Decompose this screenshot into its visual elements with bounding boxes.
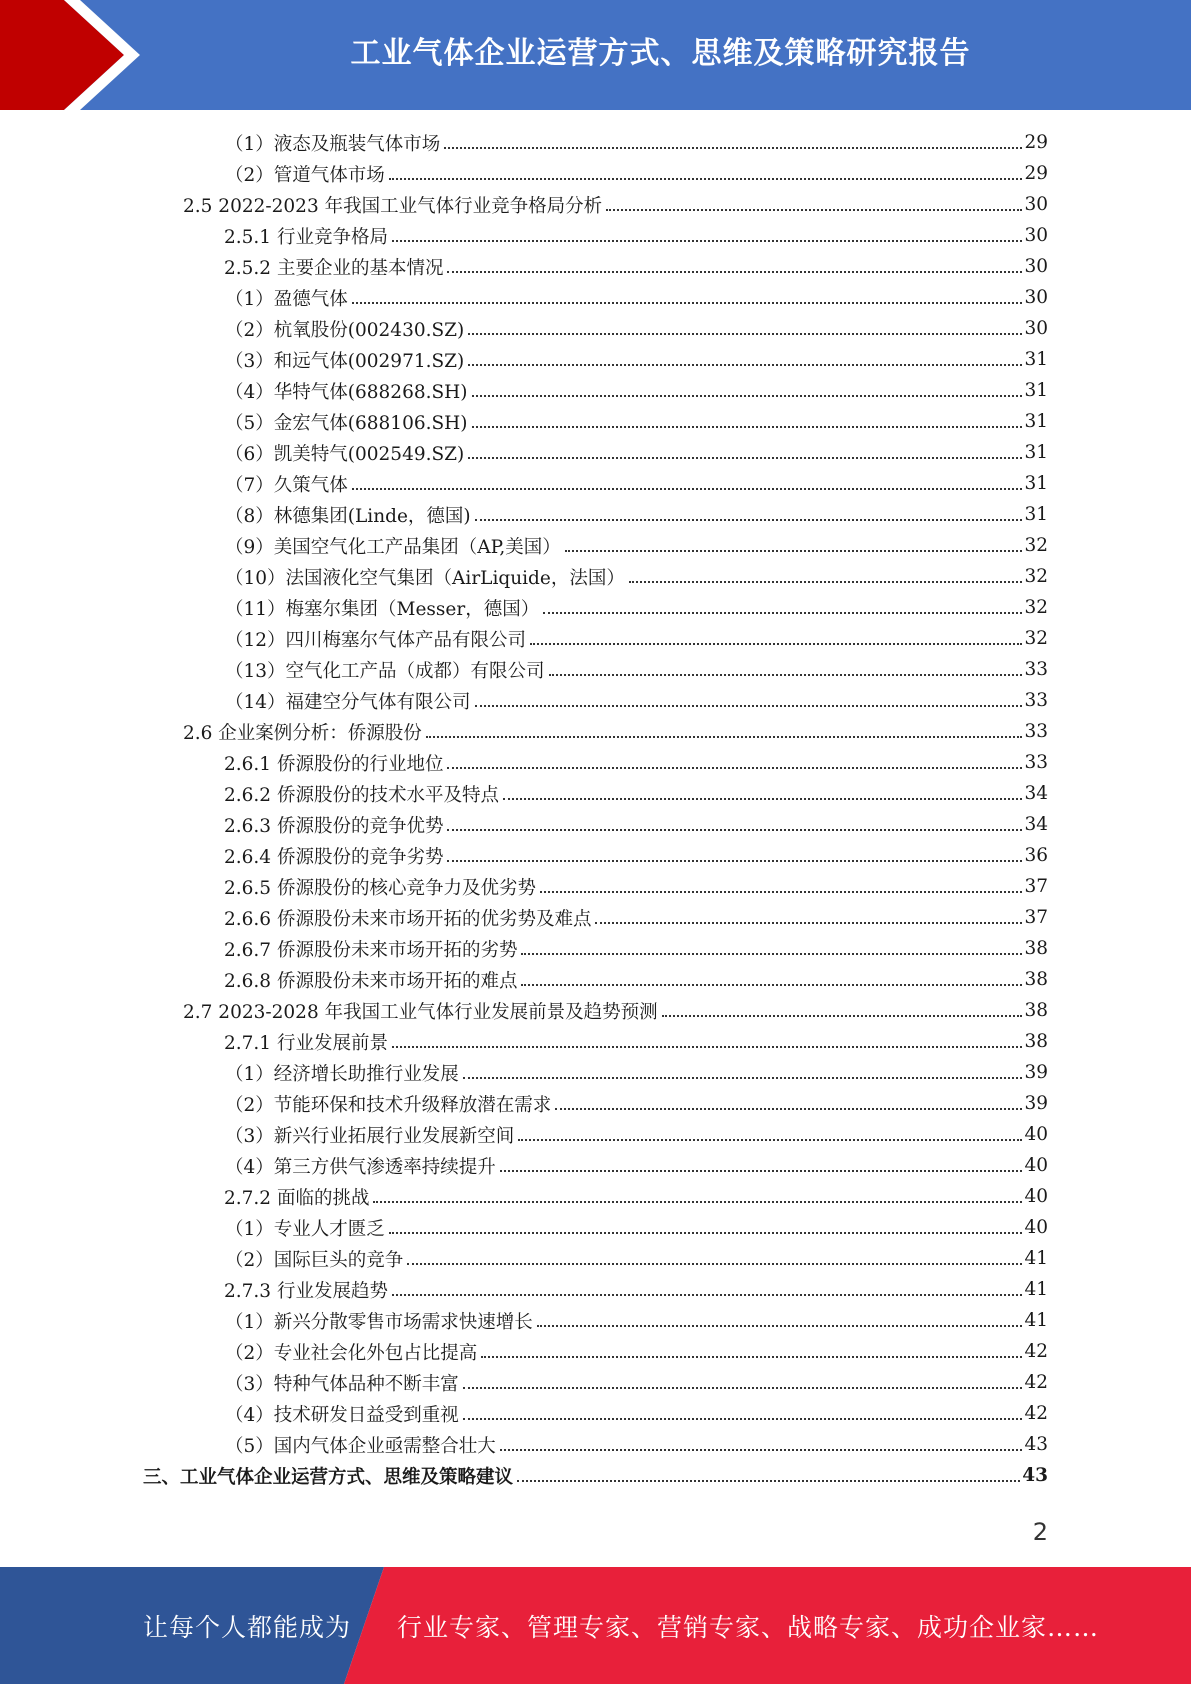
toc-entry-page: 43 [1024,1434,1048,1455]
toc-dot-leader [500,1169,1023,1172]
toc-entry-page: 38 [1024,938,1048,959]
toc-entry-label: 三、工业气体企业运营方式、思维及策略建议 [143,1466,514,1488]
toc-dot-leader [565,549,1023,552]
toc-entry[interactable] [0,716,1191,747]
toc-dot-leader [530,642,1022,645]
toc-entry-label: （4）技术研发日益受到重视 [225,1404,459,1426]
toc-entry-label: （10）法国液化空气集团（AirLiquide，法国） [225,567,625,589]
toc-entry-page: 40 [1024,1124,1048,1145]
toc-entry[interactable] [0,1026,1191,1057]
toc-dot-leader [537,1324,1023,1327]
toc-entry-page: 30 [1024,194,1048,215]
toc-dot-leader [463,1417,1023,1420]
toc-entry-label: 2.7 2023-2028 年我国工业气体行业发展前景及趋势预测 [183,1001,658,1023]
toc-entry-label: （7）久策气体 [225,474,348,496]
toc-entry[interactable] [0,685,1191,716]
toc-entry-label: （12）四川梅塞尔气体产品有限公司 [225,629,527,651]
toc-dot-leader [549,673,1023,676]
toc-dot-leader [373,1200,1022,1203]
toc-dot-leader [407,1262,1022,1265]
toc-entry[interactable] [0,1088,1191,1119]
toc-entry[interactable] [0,1336,1191,1367]
toc-dot-leader [392,1045,1022,1048]
toc-entry-label: （3）新兴行业拓展行业发展新空间 [225,1125,515,1147]
toc-entry[interactable] [0,344,1191,375]
toc-dot-leader [468,363,1022,366]
toc-entry[interactable] [0,840,1191,871]
toc-entry[interactable] [0,933,1191,964]
toc-entry-label: （4）第三方供气渗透率持续提升 [225,1156,496,1178]
toc-entry-label: （9）美国空气化工产品集团（AP,美国） [225,536,561,558]
toc-entry-page: 38 [1024,1031,1048,1052]
toc-dot-leader [472,394,1023,397]
toc-entry[interactable] [0,1150,1191,1181]
toc-entry-label: 2.6.4 侨源股份的竞争劣势 [224,846,444,868]
toc-entry[interactable] [0,1274,1191,1305]
toc-dot-leader [447,859,1022,862]
toc-entry-label: （4）华特气体(688268.SH) [225,381,468,403]
toc-entry-label: 2.6.7 侨源股份未来市场开拓的劣势 [224,939,518,961]
toc-entry-label: 2.6 企业案例分析：侨源股份 [183,722,422,744]
toc-entry[interactable] [0,1429,1191,1460]
toc-dot-leader [426,735,1023,738]
toc-entry[interactable] [0,1398,1191,1429]
toc-entry-page: 30 [1024,256,1048,277]
toc-entry-page: 31 [1024,380,1048,401]
toc-entry-label: （1）经济增长助推行业发展 [225,1063,459,1085]
toc-entry[interactable] [0,995,1191,1026]
toc-entry-page: 31 [1024,411,1048,432]
toc-entry-page: 29 [1024,132,1048,153]
toc-dot-leader [518,1138,1022,1141]
toc-entry[interactable] [0,871,1191,902]
toc-entry-page: 32 [1024,628,1048,649]
toc-dot-leader [481,1355,1022,1358]
toc-entry[interactable] [0,964,1191,995]
toc-entry-page: 31 [1024,504,1048,525]
toc-entry[interactable] [0,1212,1191,1243]
toc-entry-page: 41 [1024,1248,1048,1269]
toc-entry-page: 41 [1024,1279,1048,1300]
toc-dot-leader [389,1231,1023,1234]
toc-entry-label: 2.7.3 行业发展趋势 [224,1280,388,1302]
toc-dot-leader [447,270,1022,273]
toc-dot-leader [392,239,1022,242]
toc-entry-label: （6）凯美特气(002549.SZ) [225,443,465,465]
toc-entry[interactable] [0,282,1191,313]
toc-entry-page: 40 [1024,1186,1048,1207]
toc-entry-label: 2.5.1 行业竞争格局 [224,226,388,248]
toc-entry[interactable] [0,127,1191,158]
toc-entry[interactable] [0,499,1191,530]
toc-entry[interactable] [0,1305,1191,1336]
toc-entry-page: 33 [1024,690,1048,711]
header-banner [0,0,1191,110]
toc-dot-leader [463,1386,1023,1389]
toc-entry-label: 2.6.8 侨源股份未来市场开拓的难点 [224,970,518,992]
toc-entry[interactable] [0,1181,1191,1212]
toc-entry[interactable] [0,251,1191,282]
toc-entry-label: （2）国际巨头的竞争 [225,1249,404,1271]
toc-entry-label: 2.5 2022-2023 年我国工业气体行业竞争格局分析 [183,195,603,217]
toc-entry-page: 42 [1024,1372,1048,1393]
toc-entry[interactable] [0,747,1191,778]
toc-entry-page: 33 [1024,721,1048,742]
toc-entry-page: 30 [1024,318,1048,339]
toc-entry-page: 42 [1024,1403,1048,1424]
toc-dot-leader [468,332,1022,335]
toc-entry-page: 36 [1024,845,1048,866]
toc-entry[interactable] [0,530,1191,561]
toc-entry-label: （14）福建空分气体有限公司 [225,691,471,713]
toc-entry-page: 40 [1024,1217,1048,1238]
toc-entry[interactable] [0,375,1191,406]
toc-dot-leader [352,301,1023,304]
toc-entry-page: 30 [1024,225,1048,246]
toc-entry-page: 41 [1024,1310,1048,1331]
toc-entry-page: 34 [1024,814,1048,835]
toc-entry-label: （2）杭氧股份(002430.SZ) [225,319,465,341]
toc-entry-label: （5）金宏气体(688106.SH) [225,412,468,434]
footer-slogan-right: 行业专家、管理专家、营销专家、战略专家、成功企业家…… [397,1612,1100,1642]
toc-dot-leader [475,518,1023,521]
toc-entry[interactable] [0,1367,1191,1398]
toc-entry-page: 38 [1024,969,1048,990]
toc-entry[interactable] [0,437,1191,468]
toc-dot-leader [543,611,1022,614]
toc-entry-label: （5）国内气体企业亟需整合壮大 [225,1435,496,1457]
toc-entry-page: 31 [1024,442,1048,463]
toc-dot-leader [472,425,1023,428]
toc-dot-leader [555,1107,1022,1110]
toc-dot-leader [503,797,1022,800]
toc-entry[interactable] [0,1460,1191,1491]
toc-entry-page: 42 [1024,1341,1048,1362]
toc-entry-page: 32 [1024,566,1048,587]
toc-entry[interactable] [0,313,1191,344]
toc-entry[interactable] [0,809,1191,840]
toc-entry-page: 30 [1024,287,1048,308]
toc-entry[interactable] [0,1243,1191,1274]
toc-entry[interactable] [0,468,1191,499]
header-red-arrow-graphic [0,0,150,110]
toc-entry-label: （2）管道气体市场 [225,164,385,186]
toc-entry-label: （3）特种气体品种不断丰富 [225,1373,459,1395]
toc-entry-page: 34 [1024,783,1048,804]
toc-entry[interactable] [0,220,1191,251]
toc-entry[interactable] [0,561,1191,592]
toc-entry-page: 33 [1024,752,1048,773]
toc-entry-label: （8）林德集团(Linde，德国) [225,505,471,527]
toc-dot-leader [389,177,1023,180]
toc-entry-page: 37 [1024,876,1048,897]
toc-entry[interactable] [0,778,1191,809]
toc-entry-label: 2.6.1 侨源股份的行业地位 [224,753,444,775]
toc-dot-leader [521,983,1022,986]
toc-dot-leader [629,580,1023,583]
toc-dot-leader [540,890,1022,893]
toc-dot-leader [352,487,1023,490]
toc-entry-label: 2.7.2 面临的挑战 [224,1187,370,1209]
toc-entry-label: （1）盈德气体 [225,288,348,310]
toc-entry-label: （2）节能环保和技术升级释放潜在需求 [225,1094,552,1116]
toc-entry-label: （1）液态及瓶装气体市场 [225,133,441,155]
toc-dot-leader [447,766,1022,769]
toc-entry-page: 31 [1024,349,1048,370]
toc-dot-leader [500,1448,1023,1451]
toc-entry-label: （3）和远气体(002971.SZ) [225,350,465,372]
toc-entry-label: 2.6.5 侨源股份的核心竞争力及优劣势 [224,877,536,899]
toc-entry-page: 33 [1024,659,1048,680]
toc-dot-leader [475,704,1023,707]
toc-entry[interactable] [0,1057,1191,1088]
toc-entry[interactable] [0,592,1191,623]
toc-dot-leader [444,146,1022,149]
toc-entry[interactable] [0,902,1191,933]
toc-entry-label: 2.7.1 行业发展前景 [224,1032,388,1054]
toc-entry-label: 2.6.2 侨源股份的技术水平及特点 [224,784,499,806]
toc-entry-page: 31 [1024,473,1048,494]
toc-entry-label: 2.6.6 侨源股份未来市场开拓的优劣势及难点 [224,908,592,930]
page-number: 2 [1032,1518,1048,1546]
toc-entry[interactable] [0,623,1191,654]
toc-entry-page: 37 [1024,907,1048,928]
toc-entry-label: （1）新兴分散零售市场需求快速增长 [225,1311,533,1333]
toc-entry-page: 38 [1024,1000,1048,1021]
toc-entry-label: 2.6.3 侨源股份的竞争优势 [224,815,444,837]
toc-entry-page: 32 [1024,535,1048,556]
toc-entry[interactable] [0,158,1191,189]
toc-entry-label: 2.5.2 主要企业的基本情况 [224,257,444,279]
toc-entry-page: 32 [1024,597,1048,618]
toc-entry-page: 43 [1022,1465,1048,1486]
toc-entry-page: 29 [1024,163,1048,184]
header-title: 工业气体企业运营方式、思维及策略研究报告 [350,36,971,71]
toc-dot-leader [662,1014,1023,1017]
toc-dot-leader [447,828,1022,831]
toc-entry-page: 40 [1024,1155,1048,1176]
toc-dot-leader [392,1293,1022,1296]
toc-entry[interactable] [0,654,1191,685]
toc-entry-label: （11）梅塞尔集团（Messer，德国） [225,598,540,620]
toc-dot-leader [521,952,1022,955]
toc-entry-page: 39 [1024,1093,1048,1114]
toc-dot-leader [606,208,1022,211]
toc-dot-leader [595,921,1022,924]
toc-entry[interactable] [0,406,1191,437]
toc-dot-leader [463,1076,1023,1079]
toc-entry-label: （2）专业社会化外包占比提高 [225,1342,478,1364]
table-of-contents [0,127,1191,1491]
toc-dot-leader [468,456,1022,459]
toc-dot-leader [517,1479,1020,1482]
toc-entry-label: （1）专业人才匮乏 [225,1218,385,1240]
footer-banner [0,1567,1191,1684]
toc-entry-page: 39 [1024,1062,1048,1083]
toc-entry-label: （13）空气化工产品（成都）有限公司 [225,660,545,682]
toc-entry[interactable] [0,189,1191,220]
footer-slogan-left: 让每个人都能成为 [143,1612,352,1642]
toc-entry[interactable] [0,1119,1191,1150]
